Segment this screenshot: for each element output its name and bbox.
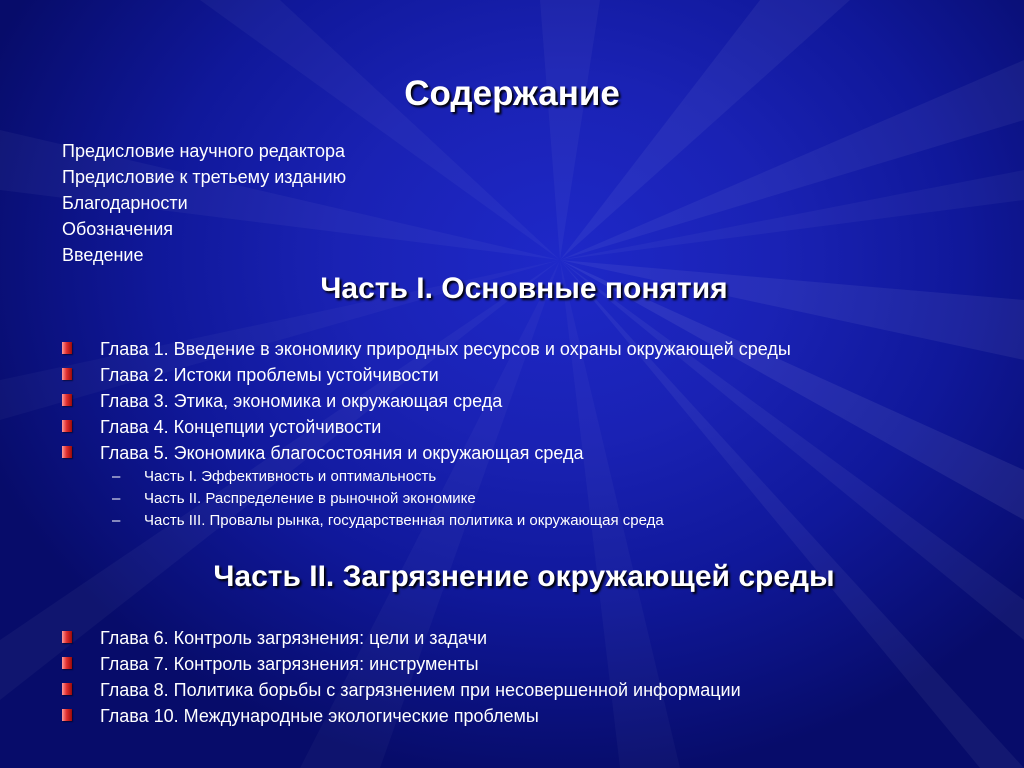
chapter-label: Глава 2. Истоки проблемы устойчивости [100,365,439,385]
front-matter-list [62,138,346,268]
front-matter-item: Обозначения [62,219,174,239]
dash-marker: – [112,468,121,485]
part2-chapter-list [62,625,741,729]
red-square-bullet-icon [62,683,72,695]
red-square-bullet-icon [62,342,72,354]
chapter-item [62,677,741,703]
front-matter-item: Введение [62,245,144,265]
red-square-bullet-icon [62,420,72,432]
dash-marker: – [112,512,121,529]
part1-heading: Часть I. Основные понятия [320,272,728,305]
red-square-bullet-icon [62,709,72,721]
red-square-bullet-icon [62,446,72,458]
chapter-item [62,336,791,362]
chapter-label: Глава 8. Политика борьбы с загрязнением при несовершенной информации [100,680,741,700]
chapter-label: Глава 10. Международные экологические проблемы [100,706,539,726]
red-square-bullet-icon [62,631,72,643]
chapter-item [62,651,741,677]
chapter-label: Глава 1. Введение в экономику природных ресурсов и охраны окружающей среды [100,339,791,359]
subpart-item [62,510,791,532]
chapter-label: Глава 4. Концепции устойчивости [100,417,382,437]
subpart-label: Часть II. Распределение в рыночной экономике [144,490,476,507]
chapter-item [62,362,791,388]
red-square-bullet-icon [62,657,72,669]
part1-chapter-list [62,336,791,532]
dash-marker: – [112,490,121,507]
part2-heading: Часть II. Загрязнение окружающей среды [213,560,835,593]
chapter-label: Глава 7. Контроль загрязнения: инструменты [100,654,479,674]
slide-title: Содержание [404,74,620,113]
front-matter-item: Предисловие научного редактора [62,141,346,161]
chapter-label: Глава 3. Этика, экономика и окружающая среда [100,391,503,411]
chapter-item [62,440,791,466]
subpart-item [62,488,791,510]
chapter-item [62,703,741,729]
subpart-item [62,466,791,488]
front-matter-item: Предисловие к третьему изданию [62,167,347,187]
red-square-bullet-icon [62,394,72,406]
chapter-item [62,414,791,440]
front-matter-item: Благодарности [62,193,188,213]
chapter-label: Глава 6. Контроль загрязнения: цели и задачи [100,628,488,648]
subpart-label: Часть III. Провалы рынка, государственная политика и окружающая среда [144,512,664,529]
red-square-bullet-icon [62,368,72,380]
chapter-label: Глава 5. Экономика благосостояния и окружающая среда [100,443,584,463]
subpart-label: Часть I. Эффективность и оптимальность [144,468,437,485]
chapter-item [62,625,741,651]
chapter-item [62,388,791,414]
